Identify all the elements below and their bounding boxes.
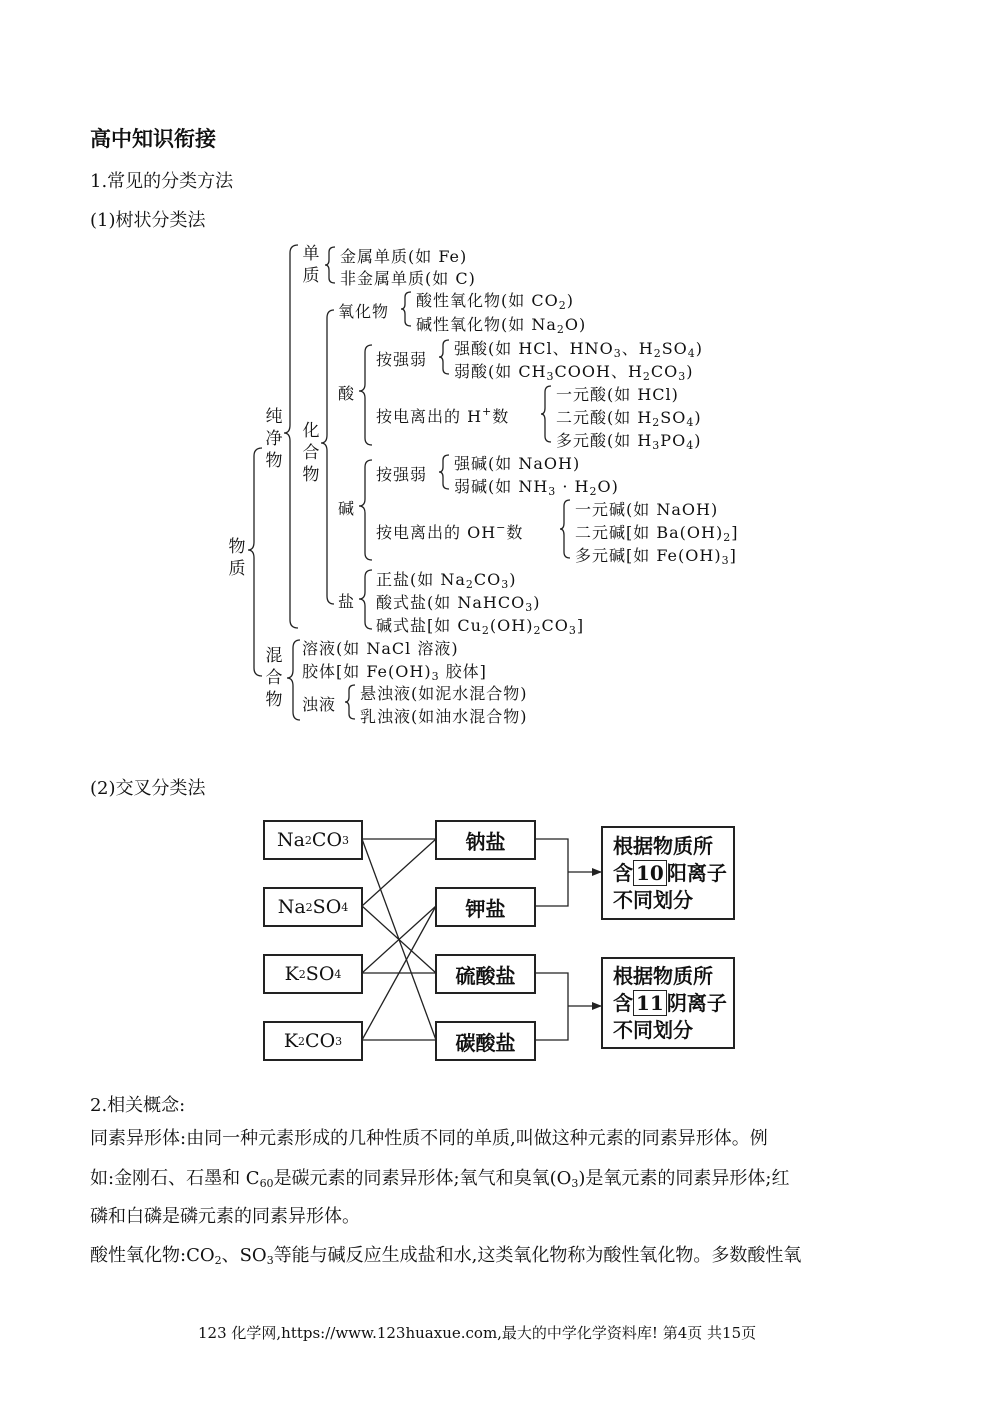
tree-base: 碱 [338,499,356,518]
tree-strong-base: 强碱(如 NaOH) [454,454,581,473]
box-anion-criterion [601,957,735,1049]
section-title-classification: 1.常见的分类方法 [90,171,234,192]
tree-basic-oxide: 碱性氧化物(如 $Na_2O$) [416,315,587,336]
box-carbonate-salt: 碳酸盐 [435,1021,536,1061]
tree-normal-salt: 正盐(如 $Na_2CO_3$) [376,570,517,591]
tree-element-label: 单质 [302,244,320,286]
tree-turbid: 浊液 [302,695,337,714]
box-sulfate-salt: 硫酸盐 [435,954,536,994]
tree-pure-label: 纯净物 [265,407,283,471]
criterion-line-3: 不同划分 [613,887,693,912]
criterion-line-3: 不同划分 [613,1017,693,1042]
tree-di-base: 二元碱[如 $Ba(OH)_2$] [575,523,739,544]
tree-mono-base: 一元碱(如 NaOH) [575,500,719,519]
connector-anion-group [535,973,601,1040]
tree-mono-acid: 一元酸(如 HCl) [556,385,679,404]
tree-oxide: 氧化物 [338,302,390,321]
tree-salt: 盐 [338,592,356,611]
box-k2co3: K 2 CO 3 [263,1021,363,1061]
tree-poly-acid: 多元酸(如 $H_3PO_4$) [556,431,702,452]
page-heading: 高中知识衔接 [90,126,216,151]
link-na2so4-sodium [362,839,436,906]
criterion-line-2: 含 10 阳离子 [613,860,727,885]
tree-acidic-oxide: 酸性氧化物(如 $CO_2$) [416,291,574,312]
box-sodium-salt: 钠盐 [435,820,536,860]
tree-acid: 酸 [338,384,356,403]
connector-cation-group [535,839,601,906]
box-na2co3: Na 2 CO 3 [263,820,363,860]
tree-emulsion: 乳浊液(如油水混合物) [360,707,528,726]
tree-compound-label: 化合物 [302,421,320,485]
box-na2so4: Na 2 SO 4 [263,887,363,927]
tree-root-label: 物质 [228,537,246,579]
tree-di-acid: 二元酸(如 $H_2SO_4$) [556,408,702,429]
tree-acid-by-h: 按电离出的 H+数 [376,405,510,426]
tree-poly-base: 多元碱[如 $Fe(OH)_3$] [575,546,737,567]
tree-base-by-strength: 按强弱 [376,465,428,484]
tree-base-by-oh: 按电离出的 OH−数 [376,521,524,542]
tree-acid-by-strength: 按强弱 [376,350,428,369]
tree-metal: 金属单质(如 Fe) [340,247,468,266]
tree-weak-base: 弱碱(如 $NH_3 \cdot H_2O$) [454,477,619,498]
tree-acid-salt: 酸式盐(如 NaHCO$_3$) [376,593,541,614]
paragraph-allotrope-line3: 磷和白磷是磷元素的同素异形体。 [90,1206,360,1227]
subsection-cross-classification: (2)交叉分类法 [90,778,206,799]
criterion-line-1: 根据物质所 [613,833,713,858]
criterion-line-1: 根据物质所 [613,963,713,988]
box-k2so4: K 2 SO 4 [263,954,363,994]
box-potassium-salt: 钾盐 [435,887,536,927]
paragraph-acidic-oxide: 酸性氧化物$:CO_2$、$SO_3$等能与碱反应生成盐和水,这类氧化物称为酸性氧化物。多数酸性氧 [90,1245,802,1267]
tree-weak-acid: 弱酸(如 $CH_3COOH$、$H_2CO_3$) [454,362,694,383]
subsection-tree-classification: (1)树状分类法 [90,210,206,231]
page-footer: 123 化学网,https://www.123huaxue.com,最大的中学化学资料库! 第4页 共15页 [198,1324,757,1342]
box-cation-criterion [601,826,735,920]
tree-strong-acid: 强酸(如 HCl、$HNO_3$、$H_2SO_4$) [454,339,704,360]
paragraph-allotrope-line2: 如:金刚石、石墨和 $C_{60}$是碳元素的同素异形体;氧气和臭氧$(O_3)$是氧元素的同素异形体;红 [90,1168,790,1190]
tree-solution: 溶液(如 NaCl 溶液) [302,639,459,658]
section-title-concepts: 2.相关概念: [90,1095,186,1116]
answer-blank-11: 11 [633,990,667,1016]
criterion-line-2: 含 11 阴离子 [613,990,727,1015]
tree-colloid: 胶体[如 $Fe(OH)_3$ 胶体] [302,662,487,683]
tree-suspension: 悬浊液(如泥水混合物) [360,684,528,703]
tree-nonmetal: 非金属单质(如 C) [340,269,476,288]
tree-mixture-label: 混合物 [265,646,283,710]
paragraph-allotrope-line1: 同素异形体:由同一种元素形成的几种性质不同的单质,叫做这种元素的同素异形体。例 [90,1128,768,1149]
answer-blank-10: 10 [633,860,667,886]
tree-basic-salt: 碱式盐[如 $Cu_2(OH)_2CO_3$] [376,616,585,637]
